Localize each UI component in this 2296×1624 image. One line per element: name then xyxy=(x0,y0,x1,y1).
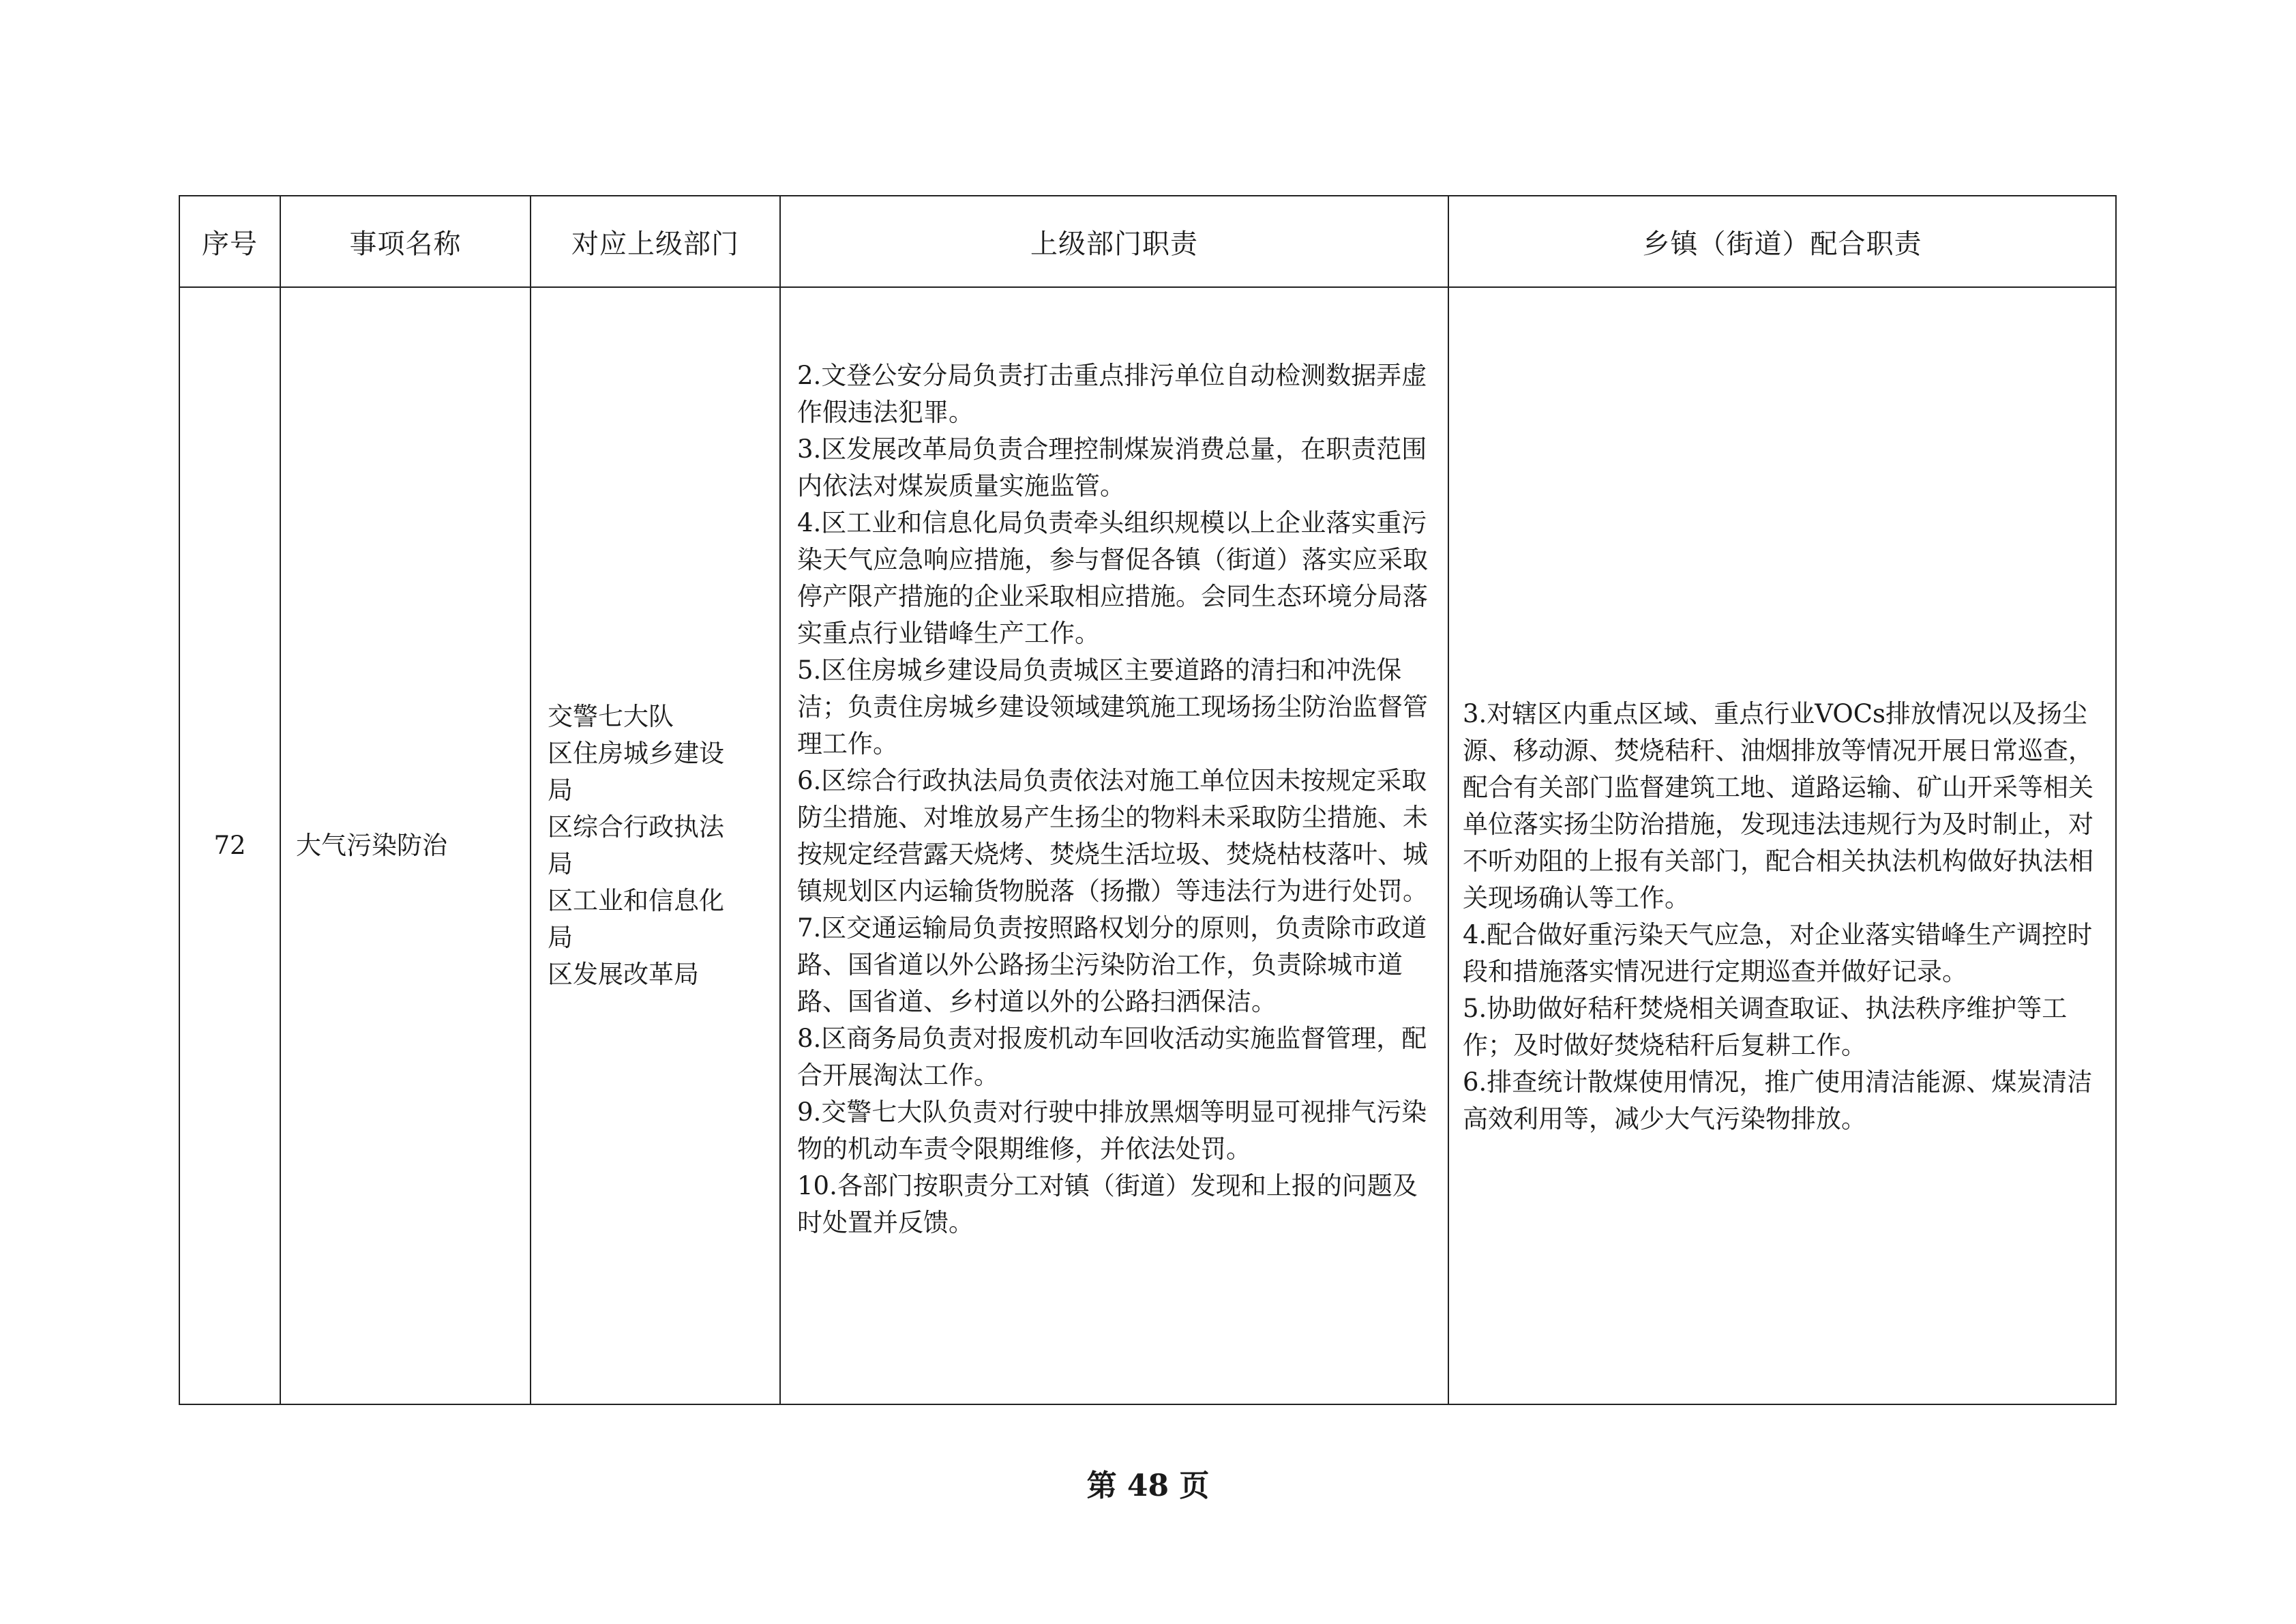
duty-paragraph: 4.区工业和信息化局负责牵头组织规模以上企业落实重污染天气应急响应措施，参与督促各镇（街道）落实应采取停产限产措施的企业采取相应措施。会同生态环境分局落实重点行业错峰生产工作。 xyxy=(797,508,1428,648)
header-item-name: 事项名称 xyxy=(280,196,531,287)
row-item-name: 大气污染防治 xyxy=(280,287,531,1404)
cooperation-paragraph: 3.对辖区内重点区域、重点行业VOCs排放情况以及扬尘源、移动源、焚烧秸秆、油烟排放等情况开展日常巡查，配合有关部门监督建筑工地、道路运输、矿山开采等相关单位落实扬尘防治措施，发现违法违规行为及时制止，对不听劝阻的上报有关部门，配合相关执法机构做好执法相关现场确认等工作。 xyxy=(1463,699,2093,913)
duty-paragraph: 5.区住房城乡建设局负责城区主要道路的清扫和冲洗保洁；负责住房城乡建设领域建筑施工现场扬尘防治监督管理工作。 xyxy=(797,655,1428,758)
row-departments xyxy=(531,287,780,1404)
department-line: 局 xyxy=(548,849,573,879)
duty-paragraph: 9.交警七大队负责对行驶中排放黑烟等明显可视排气污染物的机动车责令限期维修，并依法处罚。 xyxy=(797,1097,1427,1164)
duty-paragraph: 8.区商务局负责对报废机动车回收活动实施监督管理，配合开展淘汰工作。 xyxy=(797,1024,1427,1090)
department-line: 局 xyxy=(548,776,573,805)
department-line: 交警七大队 xyxy=(548,702,674,731)
table-header-row xyxy=(179,196,2116,287)
row-serial-number: 72 xyxy=(179,287,280,1404)
row-superior-duties xyxy=(780,287,1448,1404)
duty-paragraph: 3.区发展改革局负责合理控制煤炭消费总量，在职责范围内依法对煤炭质量实施监管。 xyxy=(797,434,1427,501)
cooperation-paragraph: 4.配合做好重污染天气应急，对企业落实错峰生产调控时段和措施落实情况进行定期巡查并做好记录。 xyxy=(1463,920,2093,986)
duty-paragraph: 6.区综合行政执法局负责依法对施工单位因未按规定采取防尘措施、对堆放易产生扬尘的物料未采取防尘措施、未按规定经营露天烧烤、焚烧生活垃圾、焚烧枯枝落叶、城镇规划区内运输货物脱落（扬撒）等违法行为进行处罚。 xyxy=(797,766,1428,906)
responsibility-table xyxy=(179,195,2117,1405)
department-line: 区发展改革局 xyxy=(548,960,699,989)
header-superior-duties: 上级部门职责 xyxy=(780,196,1448,287)
table-row xyxy=(179,287,2116,1404)
department-line: 区综合行政执法 xyxy=(548,812,724,842)
department-line: 区工业和信息化 xyxy=(548,886,724,915)
duty-paragraph: 10.各部门按职责分工对镇（街道）发现和上报的问题及时处置并反馈。 xyxy=(797,1171,1418,1237)
duty-paragraph: 7.区交通运输局负责按照路权划分的原则，负责除市政道路、国省道以外公路扬尘污染防治工作，负责除城市道路、国省道、乡村道以外的公路扫洒保洁。 xyxy=(797,913,1427,1016)
department-line: 区住房城乡建设 xyxy=(548,739,724,768)
header-town-cooperation-duties: 乡镇（街道）配合职责 xyxy=(1448,196,2116,287)
duty-paragraph: 2.文登公安分局负责打击重点排污单位自动检测数据弄虚作假违法犯罪。 xyxy=(797,361,1427,427)
cooperation-paragraph: 6.排查统计散煤使用情况，推广使用清洁能源、煤炭清洁高效利用等，减少大气污染物排放。 xyxy=(1463,1067,2093,1134)
header-serial-number: 序号 xyxy=(179,196,280,287)
row-town-cooperation-duties xyxy=(1448,287,2116,1404)
cooperation-paragraph: 5.协助做好秸秆焚烧相关调查取证、执法秩序维护等工作；及时做好焚烧秸秆后复耕工作。 xyxy=(1463,994,2068,1060)
header-superior-department: 对应上级部门 xyxy=(531,196,780,287)
department-line: 局 xyxy=(548,923,573,952)
page-number-footer: 第 48 页 xyxy=(1086,1468,1210,1503)
